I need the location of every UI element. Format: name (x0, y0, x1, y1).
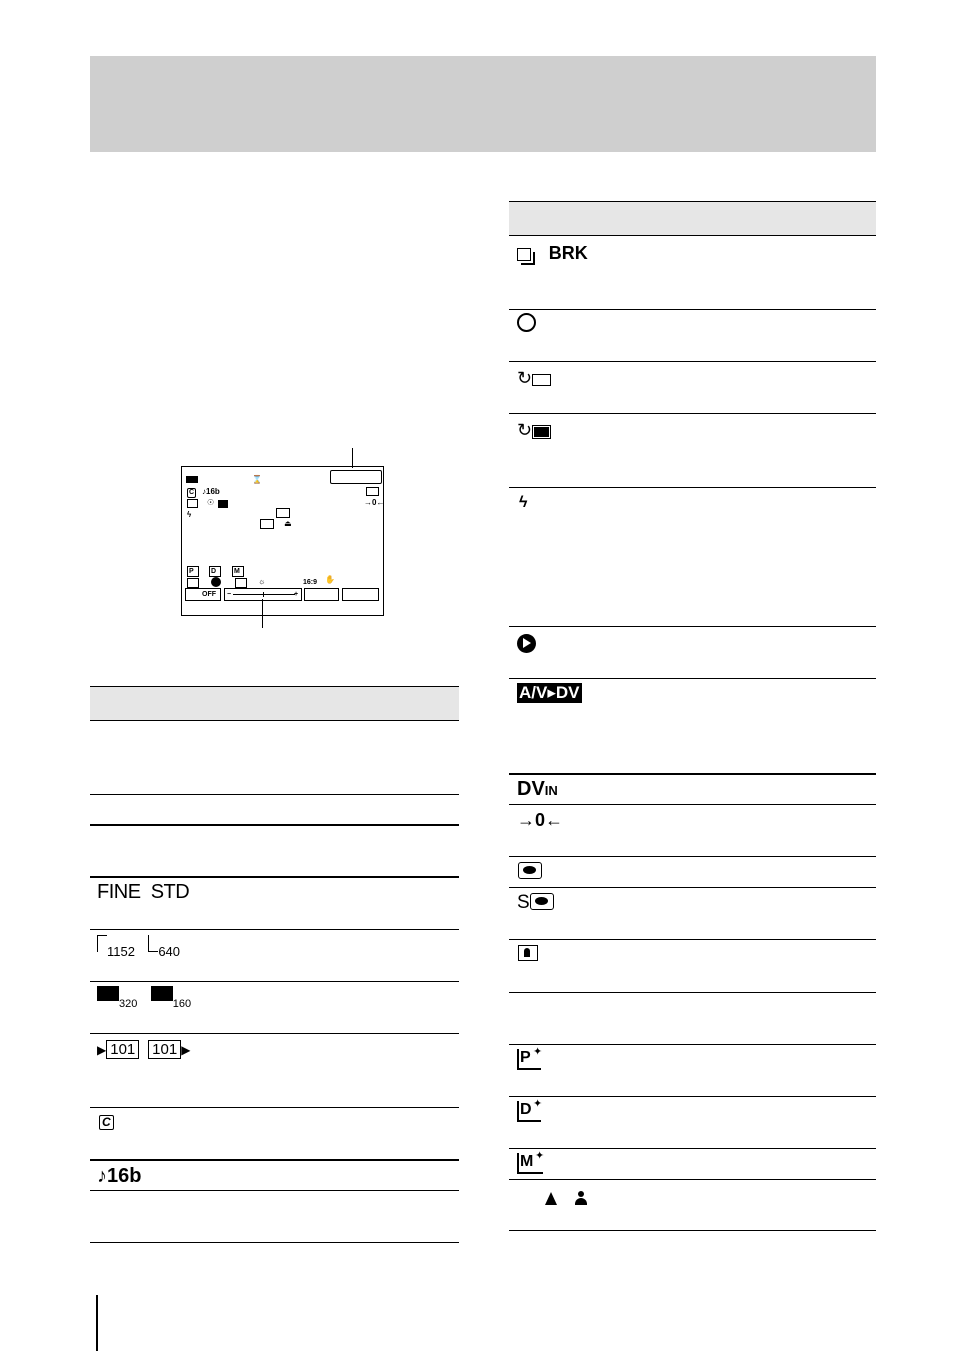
self-timer-icon (517, 313, 536, 332)
right-rule (509, 487, 876, 488)
audio-mode-icon: ♪16b (97, 1165, 142, 1187)
d-effect-icon: D ✦ (517, 1101, 541, 1122)
right-rule (509, 309, 876, 310)
left-rule (90, 1033, 459, 1034)
right-rule (509, 361, 876, 362)
eject-icon: ⏏ (284, 519, 292, 528)
tape-icon (366, 487, 379, 496)
right-rule (509, 626, 876, 627)
portrait-icon (575, 1191, 587, 1205)
right-rule (509, 413, 876, 414)
wide-mode-text: 16:9 (303, 579, 318, 586)
right-rule (509, 992, 876, 993)
right-rule (509, 1044, 876, 1045)
lcd-screen-diagram (181, 466, 384, 616)
right-rule (509, 804, 876, 805)
right-rule (509, 887, 876, 888)
interval-card-icon: ↻ (517, 419, 551, 441)
s-eye-icon: S (517, 892, 554, 914)
interval-icon: ☉ (207, 498, 215, 507)
right-rule (509, 773, 876, 775)
tape-button (304, 588, 339, 601)
left-rule (90, 929, 459, 930)
left-rule (90, 876, 459, 878)
movie-size-icons: $_{320}$ $_{160}$ (97, 986, 191, 1008)
right-rule (509, 1179, 876, 1180)
blank-button (342, 588, 379, 601)
rec-mode-icon: C (99, 1113, 114, 1131)
folder-icons: ▶ 101 101 ▶ (97, 1041, 191, 1058)
right-rule (509, 856, 876, 857)
backlight-icon (518, 945, 538, 961)
d-effect-icon: D (209, 566, 221, 577)
p-effect-icon: P (187, 566, 199, 577)
audio-mode-text: ♪16b (202, 487, 220, 496)
eye-icon (518, 862, 542, 879)
tape-counter-box (330, 470, 382, 484)
p-effect-icon: P ✦ (517, 1049, 541, 1070)
card-icon (218, 500, 228, 508)
landscape-icon (545, 1192, 557, 1205)
zero-set-icon: →0← (517, 810, 564, 830)
right-rule (509, 939, 876, 940)
chapter-header-band (90, 56, 876, 152)
dv-in-icon: DVIN (517, 778, 558, 800)
m-effect-icon: M ✦ (517, 1153, 543, 1174)
interval-tape-icon: ↻ (517, 367, 551, 389)
left-table-header (90, 686, 459, 721)
callout-line-top (352, 448, 353, 468)
burst-bracket-icons: BRK (517, 242, 588, 264)
m-effect-icon: M (232, 566, 244, 577)
spot-icon (211, 577, 221, 587)
fine-std-icons: FINE STD (97, 881, 190, 903)
rec-mode-badge: C (189, 489, 195, 496)
right-rule (509, 1230, 876, 1231)
menu-off-button: OFF (185, 588, 221, 601)
left-rule (90, 1159, 459, 1161)
left-rule (90, 981, 459, 982)
left-rule (90, 824, 459, 826)
focus-icon (187, 578, 199, 588)
right-table-header (509, 201, 876, 236)
steady-shot-icon: ✋ (325, 575, 335, 584)
battery-icon (186, 476, 198, 483)
right-rule (509, 1096, 876, 1097)
page-margin-bar (96, 1295, 98, 1351)
landscape-portrait-icons (545, 1187, 587, 1205)
right-rule (509, 678, 876, 679)
play-icon (517, 634, 536, 653)
av-dv-icon: A/V▸DV (519, 683, 580, 702)
zoom-bar: − + (224, 588, 302, 601)
hourglass-icon: ⌛ (252, 475, 262, 484)
burst-icon (187, 499, 198, 508)
flash-icon: ϟ (519, 494, 528, 511)
image-size-icons: $_{1152}$ $_{640}$ (97, 935, 180, 957)
left-rule (90, 1190, 459, 1191)
left-rule (90, 1242, 459, 1243)
eye-icon (276, 508, 290, 518)
program-ae-icon (235, 578, 247, 588)
white-balance-icon: ☼ (258, 577, 266, 586)
tape-protect-icon (260, 519, 274, 529)
left-rule (90, 1107, 459, 1108)
callout-line-bottom (262, 599, 263, 628)
zero-set-text: →0← (364, 498, 385, 507)
left-rule (90, 794, 459, 795)
right-rule (509, 1148, 876, 1149)
flash-icon: ϟ (187, 510, 192, 519)
